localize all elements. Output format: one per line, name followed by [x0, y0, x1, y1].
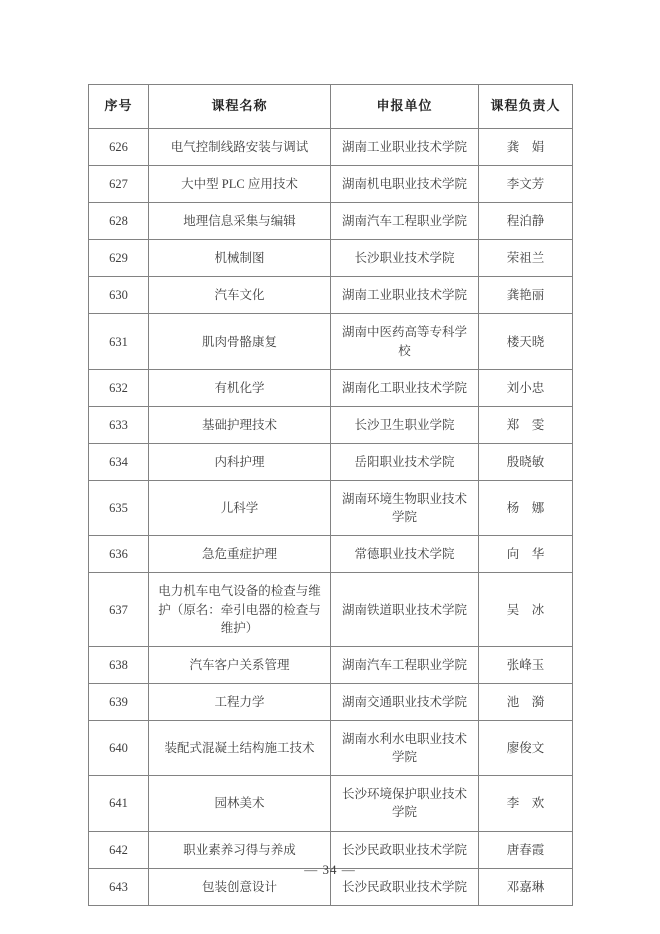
row-number: 633: [89, 406, 149, 443]
applicant-unit: 湖南工业职业技术学院: [331, 128, 479, 165]
course-leader: 向 华: [479, 536, 573, 573]
applicant-unit: 湖南汽车工程职业学院: [331, 203, 479, 240]
row-number: 626: [89, 128, 149, 165]
applicant-unit: 湖南环境生物职业技术学院: [331, 481, 479, 536]
applicant-unit: 长沙民政职业技术学院: [331, 831, 479, 868]
applicant-unit: 湖南中医药高等专科学校: [331, 314, 479, 369]
applicant-unit: 湖南水利水电职业技术学院: [331, 721, 479, 776]
applicant-unit: 湖南机电职业技术学院: [331, 165, 479, 202]
course-name: 有机化学: [149, 369, 331, 406]
row-number: 628: [89, 203, 149, 240]
course-leader: 吴 冰: [479, 573, 573, 646]
applicant-unit: 湖南化工职业技术学院: [331, 369, 479, 406]
applicant-unit: 长沙卫生职业学院: [331, 406, 479, 443]
table-row: [89, 314, 573, 369]
row-number: 639: [89, 683, 149, 720]
course-leader: 廖俊文: [479, 721, 573, 776]
course-leader: 李文芳: [479, 165, 573, 202]
row-number: 632: [89, 369, 149, 406]
row-number: 630: [89, 277, 149, 314]
applicant-unit: 长沙民政职业技术学院: [331, 868, 479, 905]
row-number: 629: [89, 240, 149, 277]
column-header-number: 序号: [89, 85, 149, 129]
applicant-unit: 湖南汽车工程职业学院: [331, 646, 479, 683]
applicant-unit: 湖南铁道职业技术学院: [331, 573, 479, 646]
course-leader: 荣祖兰: [479, 240, 573, 277]
course-table-header: [89, 85, 573, 129]
row-number: 640: [89, 721, 149, 776]
course-table-body: [89, 128, 573, 905]
table-row: [89, 646, 573, 683]
course-leader: 张峰玉: [479, 646, 573, 683]
applicant-unit: 常德职业技术学院: [331, 536, 479, 573]
course-leader: 邓嘉琳: [479, 868, 573, 905]
row-number: 631: [89, 314, 149, 369]
table-row: [89, 721, 573, 776]
row-number: 635: [89, 481, 149, 536]
course-name: 汽车客户关系管理: [149, 646, 331, 683]
course-leader: 池 漪: [479, 683, 573, 720]
row-number: 636: [89, 536, 149, 573]
course-name: 机械制图: [149, 240, 331, 277]
table-row: [89, 536, 573, 573]
table-row: [89, 443, 573, 480]
course-name: 电气控制线路安装与调试: [149, 128, 331, 165]
applicant-unit: 岳阳职业技术学院: [331, 443, 479, 480]
column-header-course-name: 课程名称: [149, 85, 331, 129]
table-row: [89, 573, 573, 646]
course-name: 内科护理: [149, 443, 331, 480]
row-number: 643: [89, 868, 149, 905]
table-row: [89, 277, 573, 314]
row-number: 642: [89, 831, 149, 868]
applicant-unit: 长沙环境保护职业技术学院: [331, 776, 479, 831]
table-row: [89, 683, 573, 720]
course-name: 包装创意设计: [149, 868, 331, 905]
course-leader: 李 欢: [479, 776, 573, 831]
table-row: [89, 776, 573, 831]
course-leader: 杨 娜: [479, 481, 573, 536]
course-name: 工程力学: [149, 683, 331, 720]
course-name: 园林美术: [149, 776, 331, 831]
row-number: 641: [89, 776, 149, 831]
course-name: 电力机车电气设备的检查与维护（原名：牵引电器的检查与维护）: [149, 573, 331, 646]
table-row: [89, 240, 573, 277]
row-number: 634: [89, 443, 149, 480]
table-row: [89, 369, 573, 406]
row-number: 637: [89, 573, 149, 646]
course-leader: 龚 娟: [479, 128, 573, 165]
course-name: 装配式混凝土结构施工技术: [149, 721, 331, 776]
table-row: [89, 481, 573, 536]
course-leader: 刘小忠: [479, 369, 573, 406]
course-leader: 程泊静: [479, 203, 573, 240]
applicant-unit: 湖南交通职业技术学院: [331, 683, 479, 720]
applicant-unit: 长沙职业技术学院: [331, 240, 479, 277]
table-row: [89, 128, 573, 165]
course-leader: 殷晓敏: [479, 443, 573, 480]
course-table: [88, 84, 573, 906]
row-number: 638: [89, 646, 149, 683]
table-row: [89, 165, 573, 202]
course-name: 大中型 PLC 应用技术: [149, 165, 331, 202]
course-leader: 唐春霞: [479, 831, 573, 868]
course-name: 基础护理技术: [149, 406, 331, 443]
table-row: [89, 406, 573, 443]
column-header-course-leader: 课程负责人: [479, 85, 573, 129]
course-name: 汽车文化: [149, 277, 331, 314]
page-number: — 34 —: [304, 862, 356, 877]
course-name: 急危重症护理: [149, 536, 331, 573]
course-leader: 郑 雯: [479, 406, 573, 443]
course-leader: 龚艳丽: [479, 277, 573, 314]
column-header-applicant-unit: 申报单位: [331, 85, 479, 129]
course-name: 地理信息采集与编辑: [149, 203, 331, 240]
applicant-unit: 湖南工业职业技术学院: [331, 277, 479, 314]
table-row: [89, 203, 573, 240]
header-row: [89, 85, 573, 129]
course-leader: 楼天晓: [479, 314, 573, 369]
course-name: 肌肉骨骼康复: [149, 314, 331, 369]
course-name: 儿科学: [149, 481, 331, 536]
row-number: 627: [89, 165, 149, 202]
course-name: 职业素养习得与养成: [149, 831, 331, 868]
